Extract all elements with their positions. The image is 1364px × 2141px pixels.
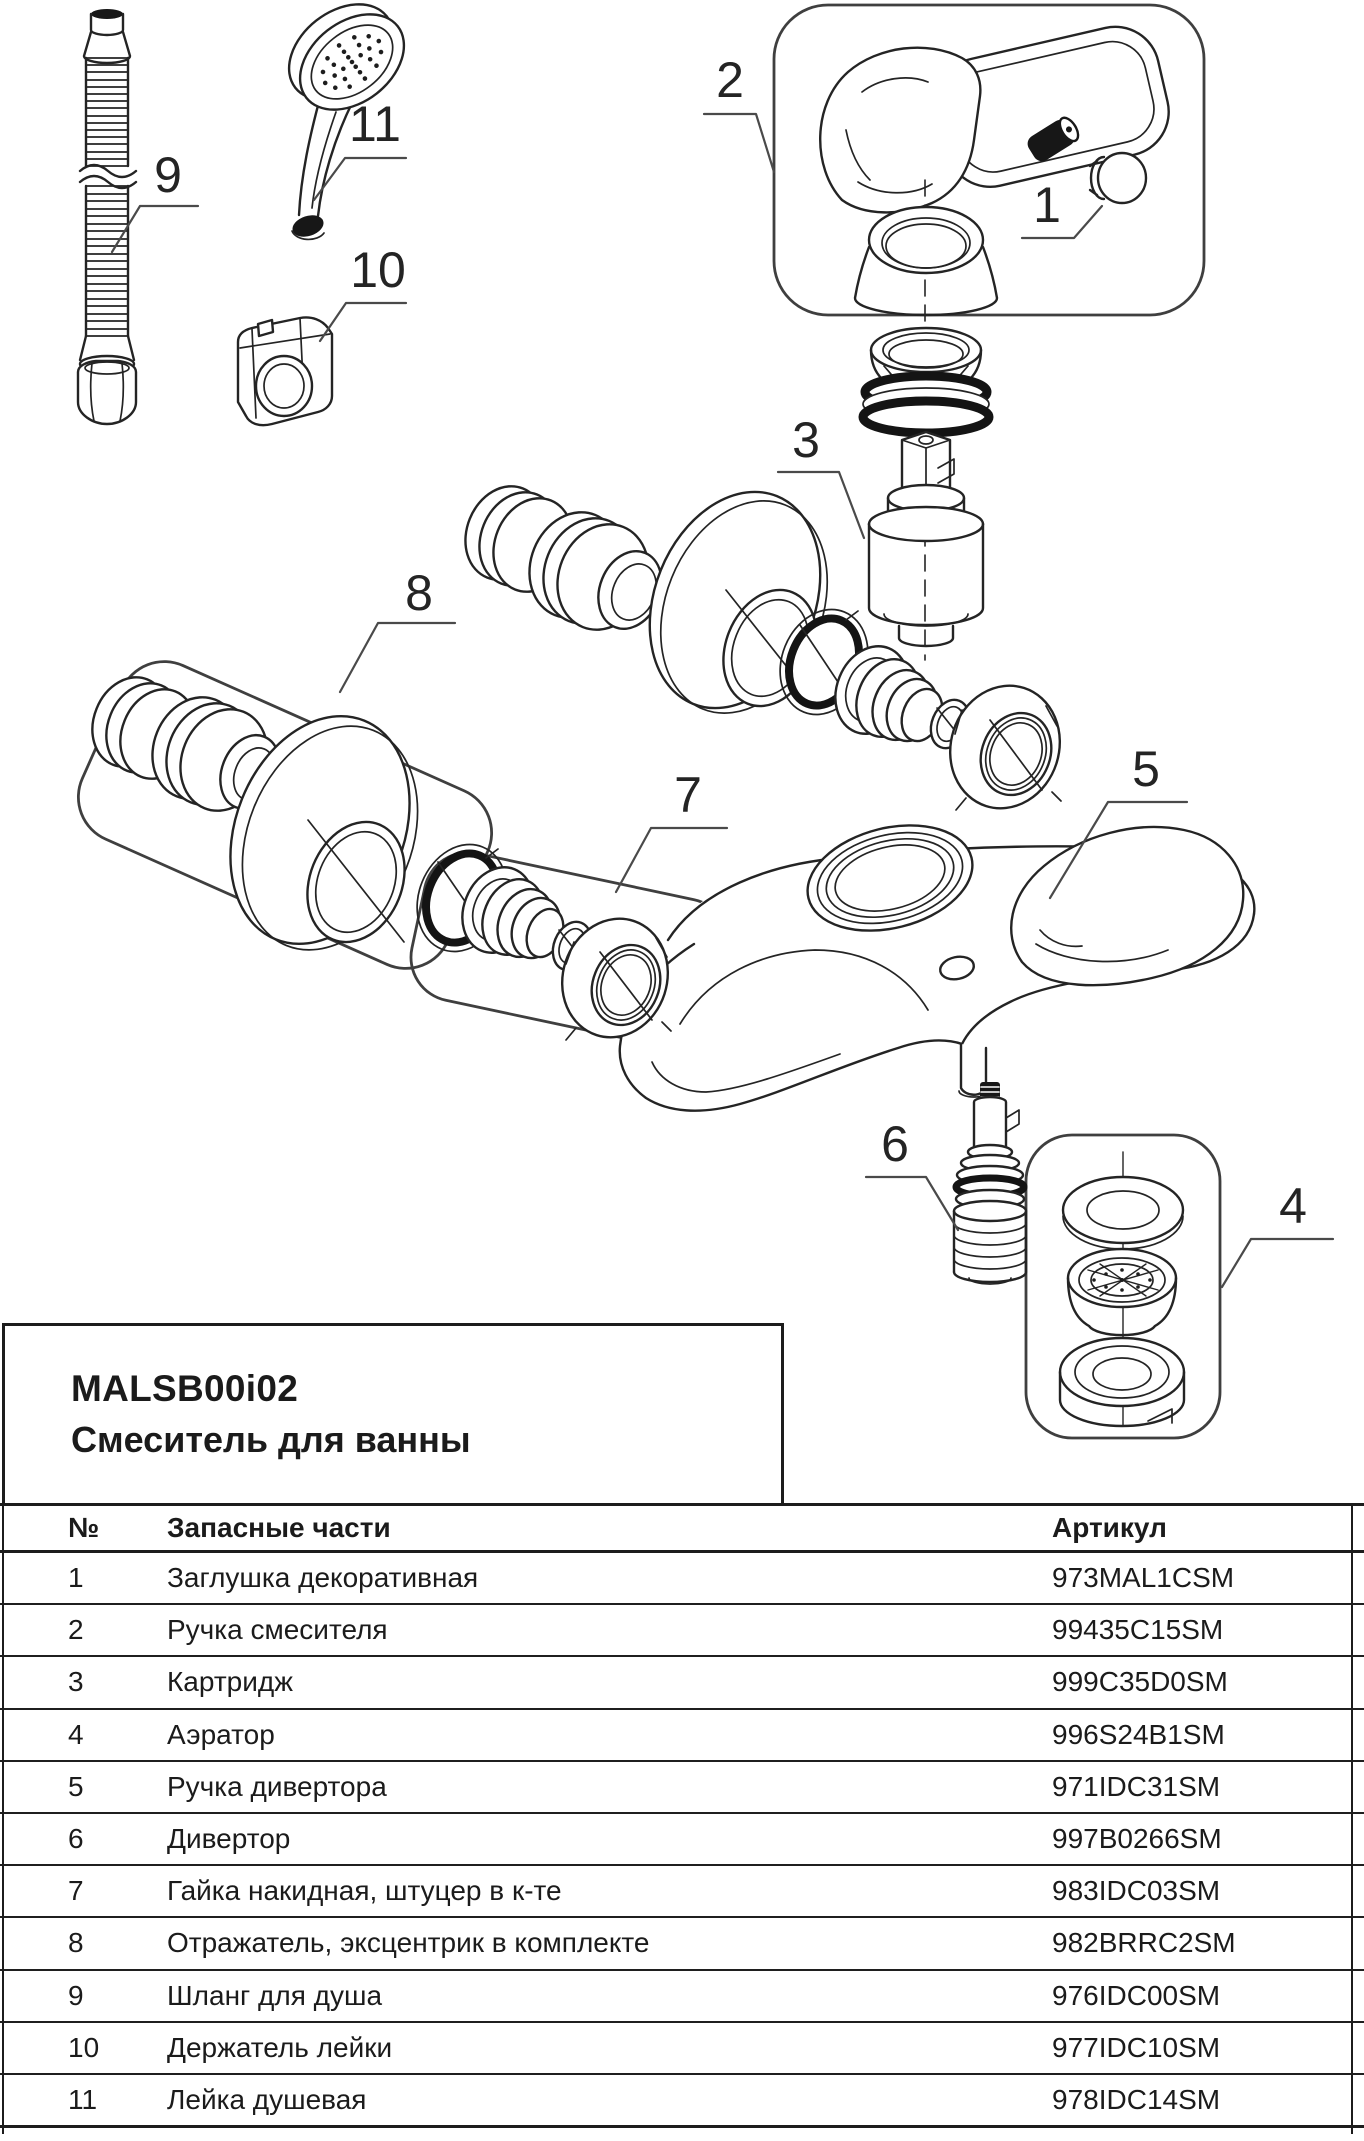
row-name: Лейка душевая <box>167 2083 367 2115</box>
row-num: 2 <box>68 1614 84 1646</box>
header-sku: Артикул <box>1052 1512 1167 1543</box>
row-name: Отражатель, эксцентрик в комплекте <box>167 1927 650 1959</box>
row-name: Картридж <box>167 1666 293 1698</box>
row-sku: 996S24B1SM <box>1052 1718 1225 1750</box>
row-name: Дивертор <box>167 1823 291 1855</box>
callout-2 <box>704 52 774 172</box>
callout-10-label: 10 <box>350 242 406 298</box>
row-sku: 976IDC00SM <box>1052 1979 1221 2011</box>
row-sku: 971IDC31SM <box>1052 1770 1221 1802</box>
shower-holder-drawing <box>238 317 332 425</box>
lower-eccentric-set-drawing <box>79 666 683 1051</box>
callout-6 <box>866 1116 958 1230</box>
shower-hose-drawing <box>78 9 136 424</box>
row-sku: 982BRRC2SM <box>1052 1927 1236 1959</box>
table-row <box>0 1814 1364 1866</box>
row-num: 4 <box>68 1718 84 1750</box>
callout-6-label: 6 <box>881 1116 909 1172</box>
row-name: Заглушка декоративная <box>167 1562 479 1594</box>
diverter-drawing <box>954 1082 1026 1284</box>
row-sku: 99435C15SM <box>1052 1614 1224 1646</box>
header-num: № <box>68 1512 100 1543</box>
callout-1-label: 1 <box>1033 177 1061 233</box>
table-row <box>0 1762 1364 1814</box>
callout-5-label: 5 <box>1132 741 1160 797</box>
table-right-border <box>1351 1503 1353 2134</box>
callout-4-leader <box>1222 1239 1333 1287</box>
row-sku: 999C35D0SM <box>1052 1666 1228 1698</box>
header-name: Запасные части <box>167 1512 391 1543</box>
callout-4 <box>1222 1178 1333 1287</box>
row-name: Шланг для душа <box>167 1979 383 2011</box>
callout-8-label: 8 <box>405 565 433 621</box>
callout-2-label: 2 <box>716 52 744 108</box>
callout-6-leader <box>866 1177 958 1230</box>
table-row <box>0 1971 1364 2023</box>
table-row <box>0 1918 1364 1970</box>
callout-7 <box>616 767 727 892</box>
title-block <box>2 1323 784 1503</box>
row-name: Гайка накидная, штуцер в к-те <box>167 1875 562 1907</box>
row-num: 1 <box>68 1562 84 1594</box>
table-row <box>0 1710 1364 1762</box>
row-sku: 973MAL1CSM <box>1052 1562 1235 1594</box>
table-row <box>0 1657 1364 1709</box>
callout-9 <box>112 147 198 252</box>
row-num: 11 <box>68 2083 98 2115</box>
mixer-handle-drawing <box>820 18 1177 212</box>
table-row <box>0 1605 1364 1657</box>
row-name: Держатель лейки <box>167 2031 393 2063</box>
row-num: 7 <box>68 1875 84 1907</box>
callout-8-leader <box>340 623 455 692</box>
row-sku: 997B0266SM <box>1052 1823 1222 1855</box>
parts-table-header <box>0 1506 1364 1553</box>
row-sku: 978IDC14SM <box>1052 2083 1221 2115</box>
row-num: 3 <box>68 1666 84 1698</box>
callout-10 <box>320 242 406 341</box>
row-num: 10 <box>68 2031 100 2063</box>
callout-2-leader <box>704 114 774 172</box>
product-name: Смеситель для ванны <box>71 1419 471 1460</box>
callout-11 <box>314 96 406 200</box>
cartridge-stack-drawing <box>855 180 997 660</box>
callout-9-leader <box>112 206 198 252</box>
row-num: 9 <box>68 1979 84 2011</box>
table-row <box>0 2075 1364 2125</box>
callout-1 <box>1022 177 1102 238</box>
row-num: 6 <box>68 1823 84 1855</box>
row-sku: 977IDC10SM <box>1052 2031 1221 2063</box>
decorative-plug-drawing <box>1090 153 1146 203</box>
model-code: MALSB00i02 <box>71 1368 299 1409</box>
row-num: 8 <box>68 1927 84 1959</box>
table-row <box>0 1866 1364 1918</box>
callout-7-label: 7 <box>674 767 702 823</box>
callout-9-label: 9 <box>154 147 182 203</box>
callout-3-label: 3 <box>792 412 820 468</box>
row-name: Ручка смесителя <box>167 1614 388 1646</box>
table-row <box>0 2023 1364 2075</box>
callout-7-leader <box>616 828 727 892</box>
table-row <box>0 1553 1364 1605</box>
callout-11-label: 11 <box>349 96 401 152</box>
callout-4-label: 4 <box>1279 1178 1307 1234</box>
row-name: Ручка дивертора <box>167 1770 387 1802</box>
row-num: 5 <box>68 1770 84 1802</box>
row-sku: 983IDC03SM <box>1052 1875 1221 1907</box>
callout-8 <box>340 565 455 692</box>
table-left-border <box>2 1503 4 2134</box>
parts-table <box>0 1503 1364 2128</box>
aerator-drawing <box>1060 1152 1184 1426</box>
row-name: Аэратор <box>167 1718 275 1750</box>
